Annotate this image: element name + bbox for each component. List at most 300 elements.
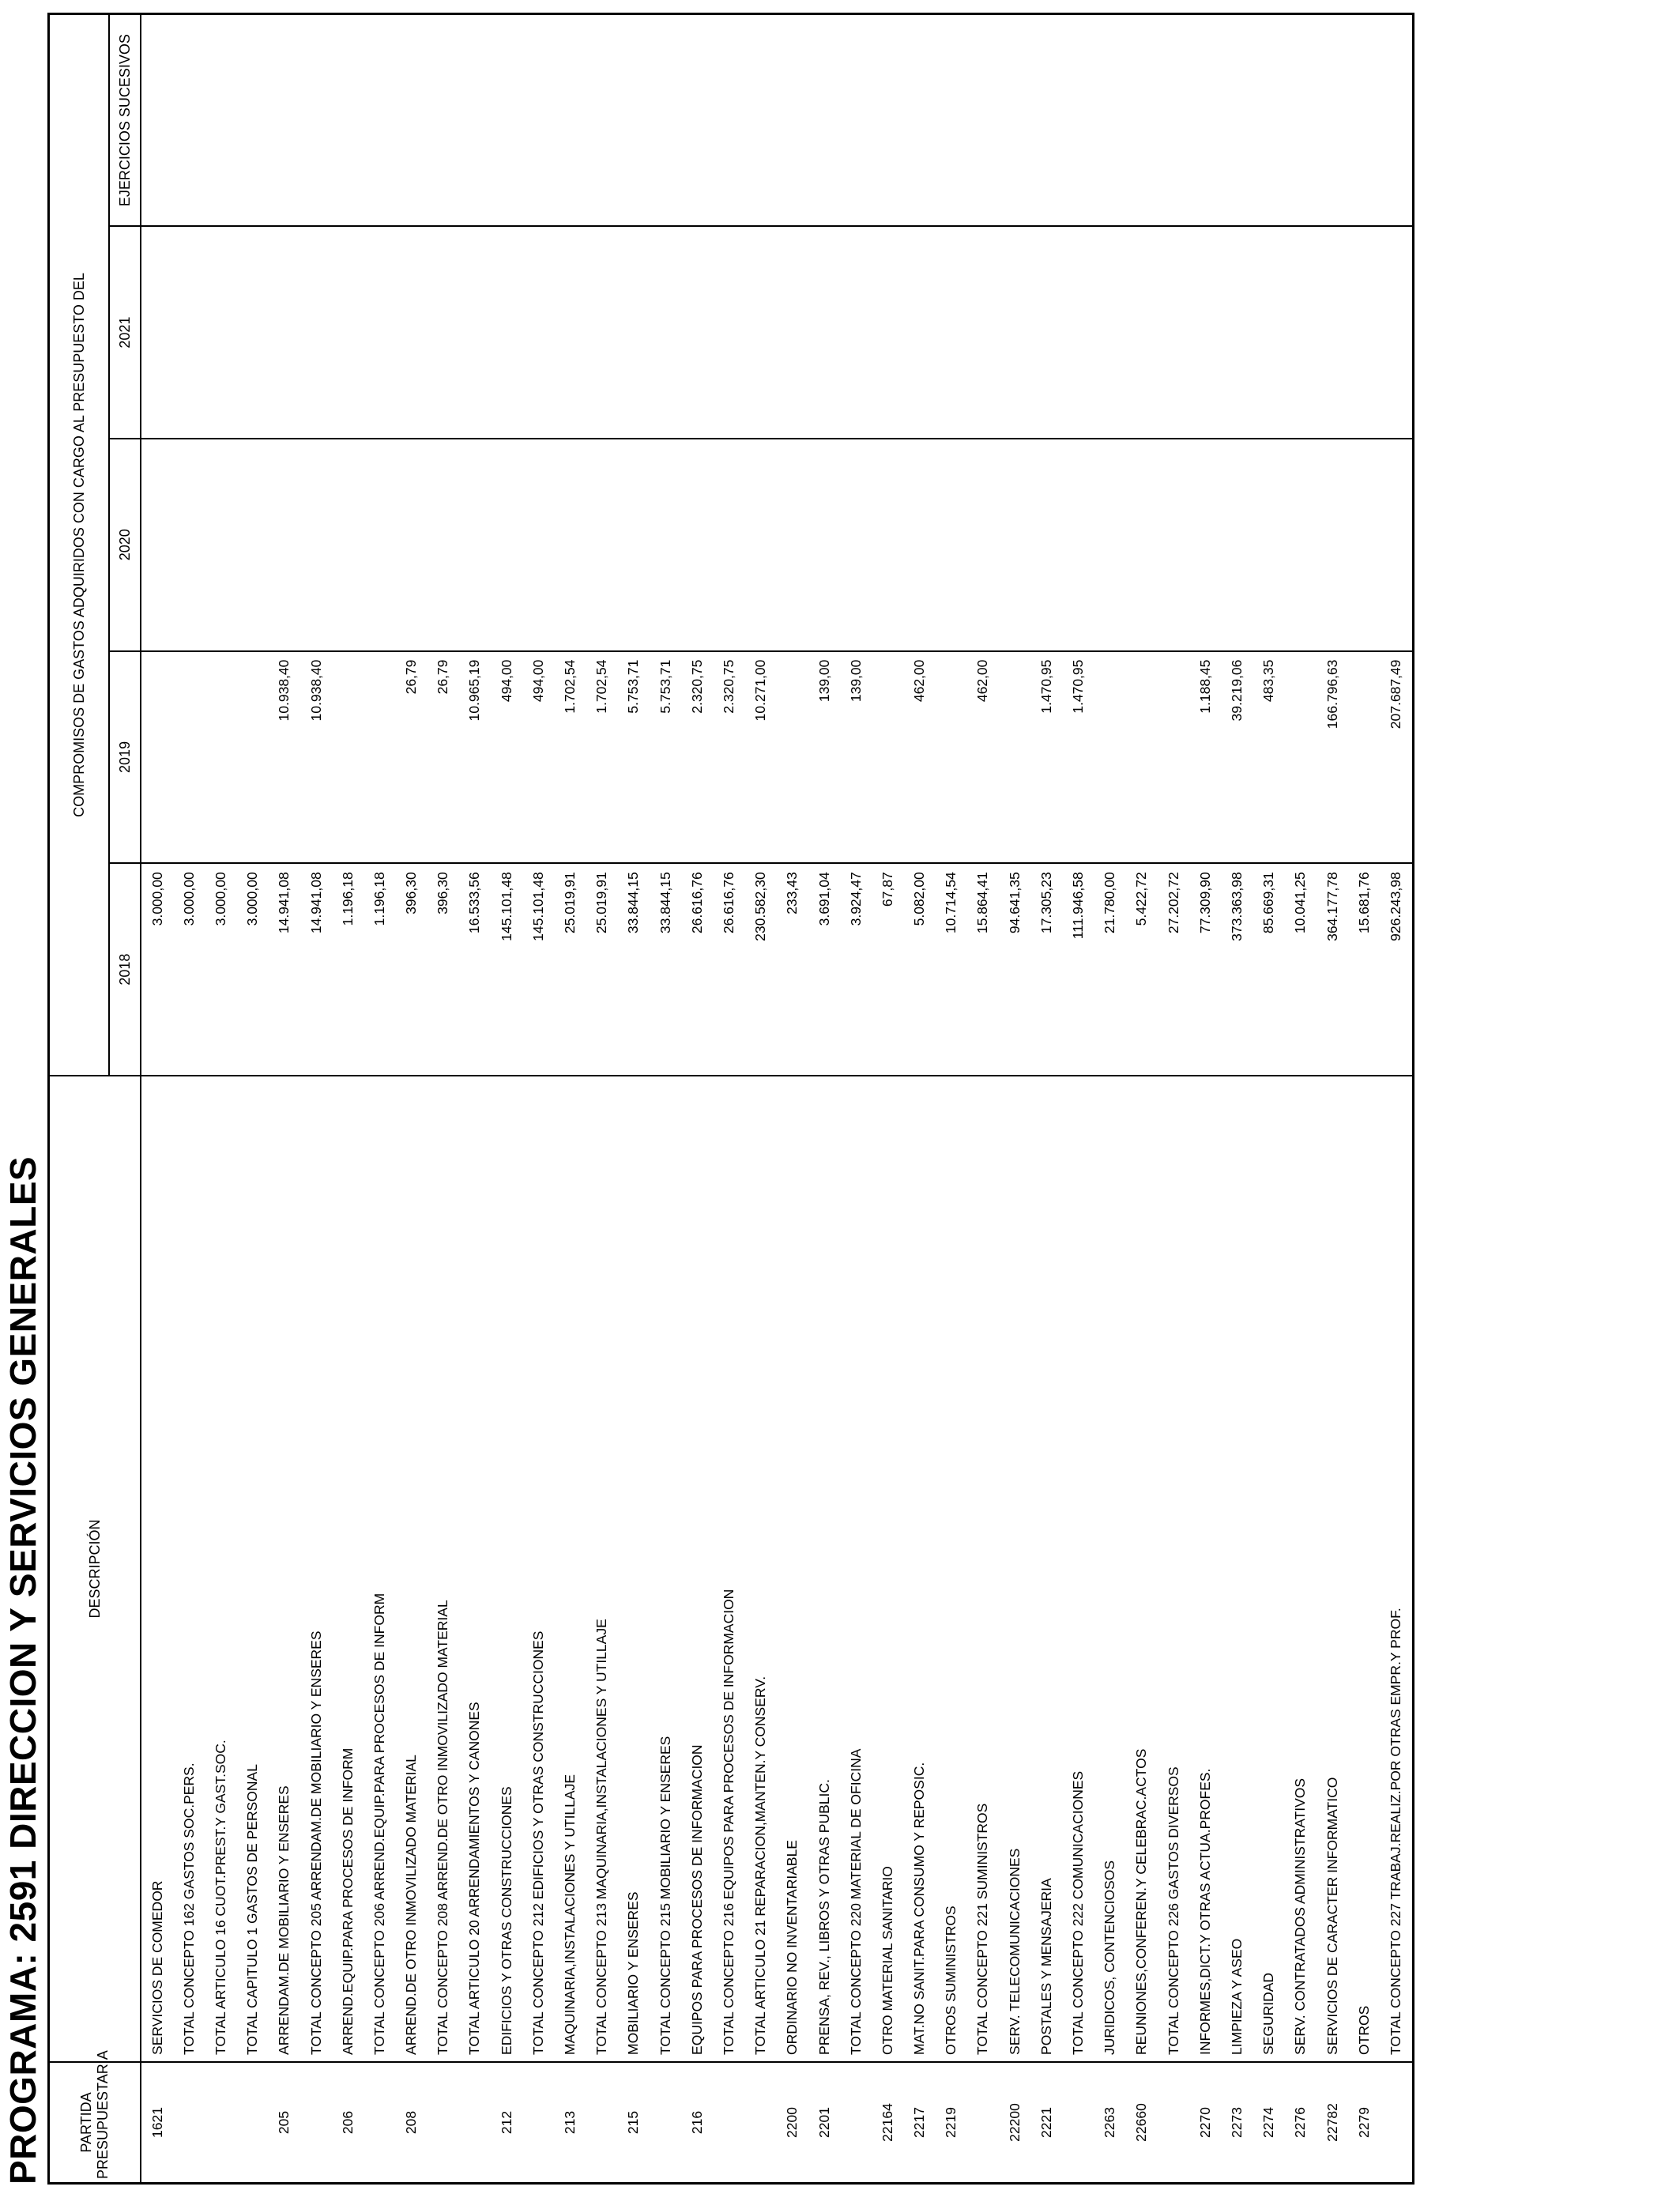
description-cell: TOTAL CONCEPTO 226 GASTOS DIVERSOS — [1158, 1076, 1189, 2062]
amount-2019-cell: 462,00 — [904, 651, 936, 864]
partida-cell: 208 — [396, 2062, 428, 2184]
amount-2018-cell: 373.363,98 — [1221, 863, 1252, 1076]
amount-2019-cell: 139,00 — [840, 651, 872, 864]
table-row — [269, 14, 300, 2184]
partida-cell — [173, 2062, 205, 2184]
description-cell: TOTAL CONCEPTO 213 MAQUINARIA,INSTALACIONES Y UTILLAJE — [586, 1076, 618, 2062]
amount-2020-cell — [1189, 439, 1221, 651]
amount-2021-cell — [491, 226, 522, 439]
amount-2018-cell: 67,87 — [872, 863, 903, 1076]
partida-cell: 213 — [554, 2062, 586, 2184]
amount-2018-cell: 1.196,18 — [332, 863, 363, 1076]
amount-2021-cell — [872, 226, 903, 439]
amount-2019-cell: 1.470,95 — [1030, 651, 1062, 864]
amount-2018-cell: 16.533,56 — [459, 863, 491, 1076]
partida-cell — [1380, 2062, 1411, 2184]
amount-2018-cell: 3.000,00 — [205, 863, 236, 1076]
header-compromisos: COMPROMISOS DE GASTOS ADQUIRIDOS CON CARGO AL PRESUPUESTO DEL — [49, 14, 110, 1076]
amount-2018-cell: 364.177,78 — [1317, 863, 1348, 1076]
page-title: PROGRAMA: 2591 DIRECCION Y SERVICIOS GENERALES — [2, 1155, 43, 2185]
amount-2021-cell — [1253, 226, 1285, 439]
amount-sucesivos-cell — [363, 14, 395, 227]
description-cell: TOTAL ARTICULO 20 ARRENDAMIENTOS Y CANONES — [459, 1076, 491, 2062]
amount-sucesivos-cell — [777, 14, 808, 227]
partida-cell: 2276 — [1285, 2062, 1317, 2184]
amount-2018-cell: 111.946,58 — [1062, 863, 1094, 1076]
amount-2018-cell: 26.616,76 — [713, 863, 744, 1076]
amount-2021-cell — [459, 226, 491, 439]
partida-cell: 2263 — [1094, 2062, 1126, 2184]
amount-2021-cell — [1221, 226, 1252, 439]
partida-cell: 216 — [681, 2062, 713, 2184]
amount-sucesivos-cell — [554, 14, 586, 227]
partida-cell — [300, 2062, 332, 2184]
table-filler-row — [1412, 14, 1414, 2184]
partida-cell — [363, 2062, 395, 2184]
amount-2021-cell — [428, 226, 459, 439]
table-row — [840, 14, 872, 2184]
amount-sucesivos-cell — [586, 14, 618, 227]
table-row — [904, 14, 936, 2184]
amount-2019-cell — [1348, 651, 1380, 864]
amount-sucesivos-cell — [522, 14, 554, 227]
table-row — [428, 14, 459, 2184]
amount-2020-cell — [1285, 439, 1317, 651]
amount-2018-cell: 145.101,48 — [522, 863, 554, 1076]
amount-2019-cell: 2.320,75 — [681, 651, 713, 864]
amount-2021-cell — [967, 226, 999, 439]
amount-2019-cell: 1.702,54 — [554, 651, 586, 864]
amount-2018-cell: 3.924,47 — [840, 863, 872, 1076]
amount-2021-cell — [173, 226, 205, 439]
table-row — [936, 14, 967, 2184]
amount-sucesivos-cell — [1030, 14, 1062, 227]
amount-sucesivos-cell — [1285, 14, 1317, 227]
amount-2020-cell — [1158, 439, 1189, 651]
description-cell: SERV. TELECOMUNICACIONES — [999, 1076, 1030, 2062]
amount-sucesivos-cell — [904, 14, 936, 227]
partida-cell — [522, 2062, 554, 2184]
amount-2018-cell: 3.691,04 — [808, 863, 840, 1076]
amount-2020-cell — [141, 439, 173, 651]
budget-table — [47, 13, 1414, 2185]
description-cell: LIMPIEZA Y ASEO — [1221, 1076, 1252, 2062]
empty-cell — [1412, 14, 1414, 227]
description-cell: TOTAL CONCEPTO 222 COMUNICACIONES — [1062, 1076, 1094, 2062]
amount-2021-cell — [237, 226, 269, 439]
table-body — [141, 14, 1413, 2184]
amount-2018-cell: 17.305,23 — [1030, 863, 1062, 1076]
amount-2018-cell: 926.243,98 — [1380, 863, 1411, 1076]
amount-2021-cell — [1317, 226, 1348, 439]
amount-2018-cell: 25.019,91 — [554, 863, 586, 1076]
partida-cell — [237, 2062, 269, 2184]
amount-sucesivos-cell — [967, 14, 999, 227]
amount-2021-cell — [554, 226, 586, 439]
amount-2021-cell — [300, 226, 332, 439]
table-row — [1380, 14, 1411, 2184]
description-cell: EQUIPOS PARA PROCESOS DE INFORMACION — [681, 1076, 713, 2062]
partida-cell — [586, 2062, 618, 2184]
amount-2020-cell — [808, 439, 840, 651]
table-row — [1221, 14, 1252, 2184]
description-cell: SEGURIDAD — [1253, 1076, 1285, 2062]
amount-2020-cell — [1348, 439, 1380, 651]
amount-2021-cell — [681, 226, 713, 439]
table-row — [1317, 14, 1348, 2184]
partida-cell: 212 — [491, 2062, 522, 2184]
amount-2019-cell — [1158, 651, 1189, 864]
empty-cell — [1412, 2062, 1414, 2184]
partida-cell: 22782 — [1317, 2062, 1348, 2184]
amount-2020-cell — [205, 439, 236, 651]
partida-cell: 1621 — [141, 2062, 173, 2184]
amount-2021-cell — [713, 226, 744, 439]
amount-2020-cell — [300, 439, 332, 651]
table-row — [363, 14, 395, 2184]
description-cell: OTRO MATERIAL SANITARIO — [872, 1076, 903, 2062]
description-cell: TOTAL CONCEPTO 220 MATERIAL DE OFICINA — [840, 1076, 872, 2062]
amount-2018-cell: 10.714,54 — [936, 863, 967, 1076]
partida-cell: 2201 — [808, 2062, 840, 2184]
amount-sucesivos-cell — [428, 14, 459, 227]
amount-2018-cell: 3.000,00 — [237, 863, 269, 1076]
table-row — [967, 14, 999, 2184]
amount-2020-cell — [332, 439, 363, 651]
amount-2020-cell — [1062, 439, 1094, 651]
table-row — [681, 14, 713, 2184]
amount-2019-cell: 5.753,71 — [650, 651, 681, 864]
description-cell: ARRENDAM.DE MOBILIARIO Y ENSERES — [269, 1076, 300, 2062]
amount-2020-cell — [777, 439, 808, 651]
amount-sucesivos-cell — [681, 14, 713, 227]
table-row — [396, 14, 428, 2184]
amount-2021-cell — [808, 226, 840, 439]
description-cell: ARREND.EQUIP.PARA PROCESOS DE INFORM — [332, 1076, 363, 2062]
partida-cell: 2270 — [1189, 2062, 1221, 2184]
amount-sucesivos-cell — [173, 14, 205, 227]
description-cell: MAQUINARIA,INSTALACIONES Y UTILLAJE — [554, 1076, 586, 2062]
header-year-2021: 2021 — [109, 226, 141, 439]
header-partida: PARTIDA PRESUPUESTARIA — [49, 2062, 141, 2184]
description-cell: OTROS SUMINISTROS — [936, 1076, 967, 2062]
amount-2021-cell — [332, 226, 363, 439]
amount-2020-cell — [173, 439, 205, 651]
amount-2018-cell: 5.422,72 — [1126, 863, 1158, 1076]
amount-sucesivos-cell — [1348, 14, 1380, 227]
amount-2020-cell — [1221, 439, 1252, 651]
table-row — [1285, 14, 1317, 2184]
amount-sucesivos-cell — [650, 14, 681, 227]
amount-2020-cell — [936, 439, 967, 651]
amount-2021-cell — [1189, 226, 1221, 439]
table-row — [1030, 14, 1062, 2184]
description-cell: SERV. CONTRATADOS ADMINISTRATIVOS — [1285, 1076, 1317, 2062]
amount-2020-cell — [872, 439, 903, 651]
description-cell: TOTAL ARTICULO 21 REPARACION,MANTEN.Y CONSERV. — [745, 1076, 777, 2062]
amount-2021-cell — [363, 226, 395, 439]
amount-2019-cell: 10.271,00 — [745, 651, 777, 864]
amount-2021-cell — [1030, 226, 1062, 439]
amount-2018-cell: 33.844,15 — [650, 863, 681, 1076]
amount-2020-cell — [1317, 439, 1348, 651]
partida-cell: 22200 — [999, 2062, 1030, 2184]
amount-2020-cell — [237, 439, 269, 651]
partida-cell — [205, 2062, 236, 2184]
amount-2018-cell: 94.641,35 — [999, 863, 1030, 1076]
amount-sucesivos-cell — [1158, 14, 1189, 227]
amount-2020-cell — [363, 439, 395, 651]
description-cell: TOTAL CONCEPTO 216 EQUIPOS PARA PROCESOS DE INFORMACION — [713, 1076, 744, 2062]
amount-2019-cell: 494,00 — [491, 651, 522, 864]
amount-sucesivos-cell — [205, 14, 236, 227]
table-row — [300, 14, 332, 2184]
amount-2020-cell — [1253, 439, 1285, 651]
amount-2019-cell: 139,00 — [808, 651, 840, 864]
amount-sucesivos-cell — [1253, 14, 1285, 227]
amount-sucesivos-cell — [1380, 14, 1411, 227]
amount-2021-cell — [840, 226, 872, 439]
amount-2021-cell — [269, 226, 300, 439]
amount-2019-cell — [237, 651, 269, 864]
description-cell: TOTAL CONCEPTO 208 ARREND.DE OTRO INMOVILIZADO MATERIAL — [428, 1076, 459, 2062]
amount-2021-cell — [999, 226, 1030, 439]
amount-2021-cell — [618, 226, 650, 439]
amount-sucesivos-cell — [1126, 14, 1158, 227]
amount-2019-cell: 26,79 — [396, 651, 428, 864]
amount-sucesivos-cell — [1062, 14, 1094, 227]
table-row — [1094, 14, 1126, 2184]
description-cell: TOTAL CONCEPTO 162 GASTOS SOC.PERS. — [173, 1076, 205, 2062]
header-year-2019: 2019 — [109, 651, 141, 864]
table-row — [808, 14, 840, 2184]
empty-cell — [1412, 226, 1414, 439]
description-cell: TOTAL CONCEPTO 227 TRABAJ.REALIZ.POR OTRAS EMPR.Y PROF. — [1380, 1076, 1411, 2062]
partida-cell — [428, 2062, 459, 2184]
amount-sucesivos-cell — [1317, 14, 1348, 227]
amount-sucesivos-cell — [491, 14, 522, 227]
description-cell: PRENSA, REV., LIBROS Y OTRAS PUBLIC. — [808, 1076, 840, 2062]
amount-2020-cell — [1030, 439, 1062, 651]
amount-2020-cell — [1380, 439, 1411, 651]
amount-2019-cell: 10.938,40 — [269, 651, 300, 864]
amount-2020-cell — [428, 439, 459, 651]
amount-2019-cell: 26,79 — [428, 651, 459, 864]
table-row — [1158, 14, 1189, 2184]
table-row — [1126, 14, 1158, 2184]
budget-table-wrapper — [47, 13, 1403, 2185]
amount-2018-cell: 5.082,00 — [904, 863, 936, 1076]
amount-sucesivos-cell — [1221, 14, 1252, 227]
amount-sucesivos-cell — [999, 14, 1030, 227]
table-row — [745, 14, 777, 2184]
amount-2019-cell — [141, 651, 173, 864]
amount-2021-cell — [777, 226, 808, 439]
amount-2018-cell: 26.616,76 — [681, 863, 713, 1076]
table-row — [713, 14, 744, 2184]
amount-2021-cell — [1158, 226, 1189, 439]
amount-2018-cell: 3.000,00 — [173, 863, 205, 1076]
amount-2020-cell — [999, 439, 1030, 651]
partida-cell: 22164 — [872, 2062, 903, 2184]
partida-cell: 2279 — [1348, 2062, 1380, 2184]
header-year-2018: 2018 — [109, 863, 141, 1076]
amount-2021-cell — [1094, 226, 1126, 439]
amount-2019-cell — [173, 651, 205, 864]
amount-2018-cell: 15.681,76 — [1348, 863, 1380, 1076]
table-row — [141, 14, 173, 2184]
description-cell: SERVICIOS DE CARACTER INFORMATICO — [1317, 1076, 1348, 2062]
amount-sucesivos-cell — [840, 14, 872, 227]
description-cell: REUNIONES,CONFEREN.Y CELEBRAC.ACTOS — [1126, 1076, 1158, 2062]
amount-2019-cell — [1094, 651, 1126, 864]
table-row — [650, 14, 681, 2184]
amount-2019-cell: 207.687,49 — [1380, 651, 1411, 864]
amount-2020-cell — [586, 439, 618, 651]
description-cell: MOBILIARIO Y ENSERES — [618, 1076, 650, 2062]
amount-2018-cell: 25.019,91 — [586, 863, 618, 1076]
amount-2020-cell — [840, 439, 872, 651]
amount-2020-cell — [745, 439, 777, 651]
amount-2019-cell — [1126, 651, 1158, 864]
amount-2019-cell: 39.219,06 — [1221, 651, 1252, 864]
partida-cell: 2200 — [777, 2062, 808, 2184]
table-row — [872, 14, 903, 2184]
partida-cell: 206 — [332, 2062, 363, 2184]
amount-2020-cell — [681, 439, 713, 651]
amount-sucesivos-cell — [1189, 14, 1221, 227]
empty-cell — [1412, 863, 1414, 1076]
table-row — [1253, 14, 1285, 2184]
amount-2018-cell: 85.669,31 — [1253, 863, 1285, 1076]
description-cell: TOTAL CONCEPTO 212 EDIFICIOS Y OTRAS CONSTRUCCIONES — [522, 1076, 554, 2062]
table-row — [554, 14, 586, 2184]
amount-2019-cell — [936, 651, 967, 864]
partida-cell: 2221 — [1030, 2062, 1062, 2184]
amount-2018-cell: 33.844,15 — [618, 863, 650, 1076]
amount-2020-cell — [554, 439, 586, 651]
amount-2020-cell — [967, 439, 999, 651]
amount-2021-cell — [745, 226, 777, 439]
description-cell: EDIFICIOS Y OTRAS CONSTRUCCIONES — [491, 1076, 522, 2062]
amount-2020-cell — [618, 439, 650, 651]
amount-2019-cell — [777, 651, 808, 864]
amount-2019-cell — [872, 651, 903, 864]
table-row — [491, 14, 522, 2184]
amount-2019-cell: 462,00 — [967, 651, 999, 864]
description-cell: TOTAL CONCEPTO 205 ARRENDAM.DE MOBILIARIO Y ENSERES — [300, 1076, 332, 2062]
header-descripcion: DESCRIPCIÓN — [49, 1076, 141, 2062]
description-cell: TOTAL ARTICULO 16 CUOT.PREST.Y GAST.SOC. — [205, 1076, 236, 2062]
partida-cell — [1158, 2062, 1189, 2184]
header-year-2020: 2020 — [109, 439, 141, 651]
amount-sucesivos-cell — [459, 14, 491, 227]
empty-cell — [1412, 1076, 1414, 2062]
amount-2019-cell: 2.320,75 — [713, 651, 744, 864]
amount-sucesivos-cell — [713, 14, 744, 227]
amount-sucesivos-cell — [745, 14, 777, 227]
amount-sucesivos-cell — [808, 14, 840, 227]
amount-2018-cell: 396,30 — [428, 863, 459, 1076]
amount-2021-cell — [586, 226, 618, 439]
description-cell: OTROS — [1348, 1076, 1380, 2062]
partida-cell — [967, 2062, 999, 2184]
empty-cell — [1412, 439, 1414, 651]
amount-2021-cell — [904, 226, 936, 439]
amount-2021-cell — [1126, 226, 1158, 439]
amount-2020-cell — [269, 439, 300, 651]
amount-sucesivos-cell — [300, 14, 332, 227]
amount-2021-cell — [1285, 226, 1317, 439]
table-row — [1189, 14, 1221, 2184]
amount-sucesivos-cell — [396, 14, 428, 227]
amount-2021-cell — [650, 226, 681, 439]
amount-2021-cell — [1348, 226, 1380, 439]
partida-cell: 2217 — [904, 2062, 936, 2184]
amount-2020-cell — [1094, 439, 1126, 651]
table-row — [173, 14, 205, 2184]
table-row — [332, 14, 363, 2184]
amount-2019-cell: 1.702,54 — [586, 651, 618, 864]
header-ejercicios-sucesivos: EJERCICIOS SUCESIVOS — [109, 14, 141, 227]
partida-cell: 2219 — [936, 2062, 967, 2184]
amount-2019-cell: 1.470,95 — [1062, 651, 1094, 864]
partida-cell — [459, 2062, 491, 2184]
partida-cell: 2274 — [1253, 2062, 1285, 2184]
amount-2018-cell: 14.941,08 — [300, 863, 332, 1076]
amount-2021-cell — [396, 226, 428, 439]
amount-2019-cell: 483,35 — [1253, 651, 1285, 864]
empty-cell — [1412, 651, 1414, 864]
partida-cell — [650, 2062, 681, 2184]
amount-2019-cell — [205, 651, 236, 864]
table-row — [1062, 14, 1094, 2184]
table-row — [999, 14, 1030, 2184]
amount-2020-cell — [491, 439, 522, 651]
amount-sucesivos-cell — [269, 14, 300, 227]
amount-2018-cell: 10.041,25 — [1285, 863, 1317, 1076]
partida-cell — [745, 2062, 777, 2184]
description-cell: INFORMES,DICT.Y OTRAS ACTUA.PROFES. — [1189, 1076, 1221, 2062]
partida-cell — [840, 2062, 872, 2184]
amount-sucesivos-cell — [1094, 14, 1126, 227]
amount-2019-cell: 5.753,71 — [618, 651, 650, 864]
description-cell: MAT.NO SANIT.PARA CONSUMO Y REPOSIC. — [904, 1076, 936, 2062]
table-row — [777, 14, 808, 2184]
amount-2019-cell: 10.965,19 — [459, 651, 491, 864]
amount-2018-cell: 233,43 — [777, 863, 808, 1076]
amount-sucesivos-cell — [141, 14, 173, 227]
table-row — [1348, 14, 1380, 2184]
amount-2018-cell: 230.582,30 — [745, 863, 777, 1076]
amount-2018-cell: 15.864,41 — [967, 863, 999, 1076]
amount-2019-cell: 166.796,63 — [1317, 651, 1348, 864]
table-row — [618, 14, 650, 2184]
amount-sucesivos-cell — [618, 14, 650, 227]
description-cell: SERVICIOS DE COMEDOR — [141, 1076, 173, 2062]
amount-2021-cell — [205, 226, 236, 439]
amount-2019-cell — [1285, 651, 1317, 864]
description-cell: ARREND.DE OTRO INMOVILIZADO MATERIAL — [396, 1076, 428, 2062]
description-cell: JURIDICOS, CONTENCIOSOS — [1094, 1076, 1126, 2062]
amount-2021-cell — [936, 226, 967, 439]
table-row — [237, 14, 269, 2184]
amount-2018-cell: 145.101,48 — [491, 863, 522, 1076]
amount-sucesivos-cell — [936, 14, 967, 227]
table-row — [586, 14, 618, 2184]
amount-2021-cell — [1062, 226, 1094, 439]
amount-2018-cell: 3.000,00 — [141, 863, 173, 1076]
